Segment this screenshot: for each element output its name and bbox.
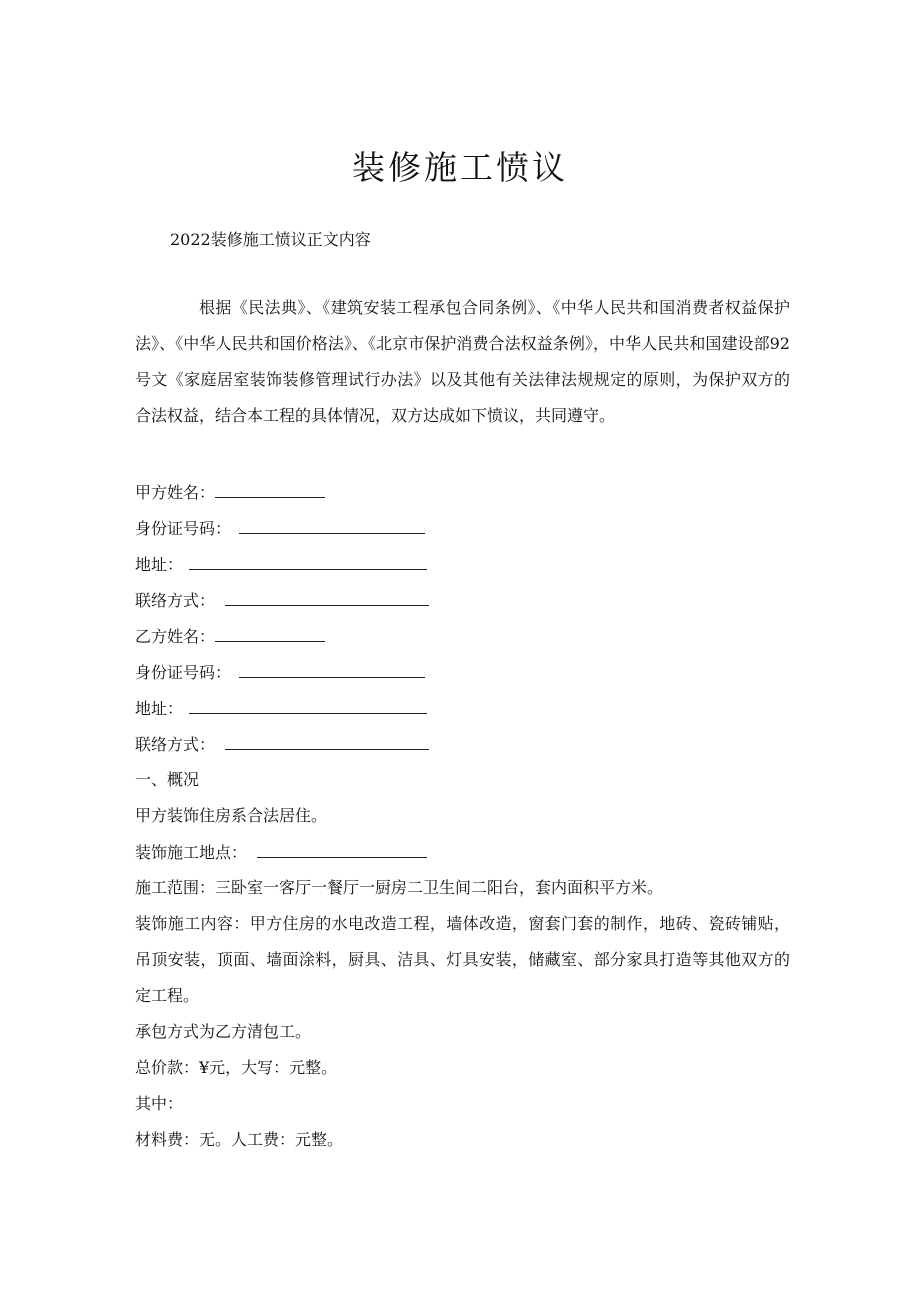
party-a-address-row — [135, 552, 427, 577]
party-b-id-row — [135, 660, 425, 685]
party-b-address-blank[interactable] — [189, 696, 427, 714]
party-b-contact-row — [135, 732, 429, 757]
party-b-name-row — [135, 624, 325, 649]
site-label: 装饰施工地点： — [135, 843, 248, 862]
party-b-contact-label: 联络方式： — [135, 735, 216, 754]
intro-paragraph: 根据《民法典》、《建筑安装工程承包合同条例》、《中华人民共和国消费者权益保护法》、《中华人民共和国价格法》、《北京市保护消费合法权益条例》，中华人民共和国建设部92号文《家庭居室装饰装修管理试行办法》以及其他有关法律法规规定的原则，为保护双方的合法权益，结合本工程的具体情况，双方达成如下愤议，共同遵守。 — [135, 298, 790, 425]
among-line: 其中： — [135, 1094, 184, 1113]
party-a-name-blank[interactable] — [215, 480, 325, 498]
party-a-contact-row — [135, 588, 429, 613]
party-a-name-label: 甲方姓名： — [135, 483, 216, 502]
party-b-id-blank[interactable] — [239, 660, 425, 678]
party-b-contact-blank[interactable] — [225, 732, 429, 750]
party-a-id-row — [135, 516, 425, 541]
total-price-line: 总价款：¥元，大写：元整。 — [135, 1058, 338, 1077]
content-paragraph: 装饰施工内容：甲方住房的水电改造工程，墙体改造，窗套门套的制作，地砖、瓷砖铺贴，吊顶安装，顶面、墙面涂料，厨具、洁具、灯具安装，储藏室、部分家具打造等其他双方的定工程。 — [135, 914, 790, 1005]
document-subtitle: 2022装修施工愤议正文内容 — [170, 230, 371, 249]
contract-mode-line: 承包方式为乙方清包工。 — [135, 1022, 312, 1041]
party-b-name-blank[interactable] — [215, 624, 325, 642]
party-b-id-label: 身份证号码： — [135, 663, 232, 682]
party-b-address-label: 地址： — [135, 699, 184, 718]
party-a-address-label: 地址： — [135, 555, 184, 574]
document-title: 装修施工愤议 — [352, 148, 568, 187]
site-row — [135, 840, 427, 865]
party-a-contact-blank[interactable] — [225, 588, 429, 606]
party-a-id-label: 身份证号码： — [135, 519, 232, 538]
party-b-address-row — [135, 696, 427, 721]
party-b-name-label: 乙方姓名： — [135, 627, 216, 646]
fees-line: 材料费：无。人工费：元整。 — [135, 1130, 344, 1149]
party-a-id-blank[interactable] — [239, 516, 425, 534]
scope-line: 施工范围：三卧室一客厅一餐厅一厨房二卫生间二阳台，套内面积平方米。 — [135, 878, 664, 897]
party-a-name-row — [135, 480, 325, 505]
section-1-heading: 一、概况 — [135, 770, 200, 789]
party-a-contact-label: 联络方式： — [135, 591, 216, 610]
site-blank[interactable] — [257, 840, 427, 858]
residence-note: 甲方装饰住房系合法居住。 — [135, 806, 328, 825]
party-a-address-blank[interactable] — [189, 552, 427, 570]
